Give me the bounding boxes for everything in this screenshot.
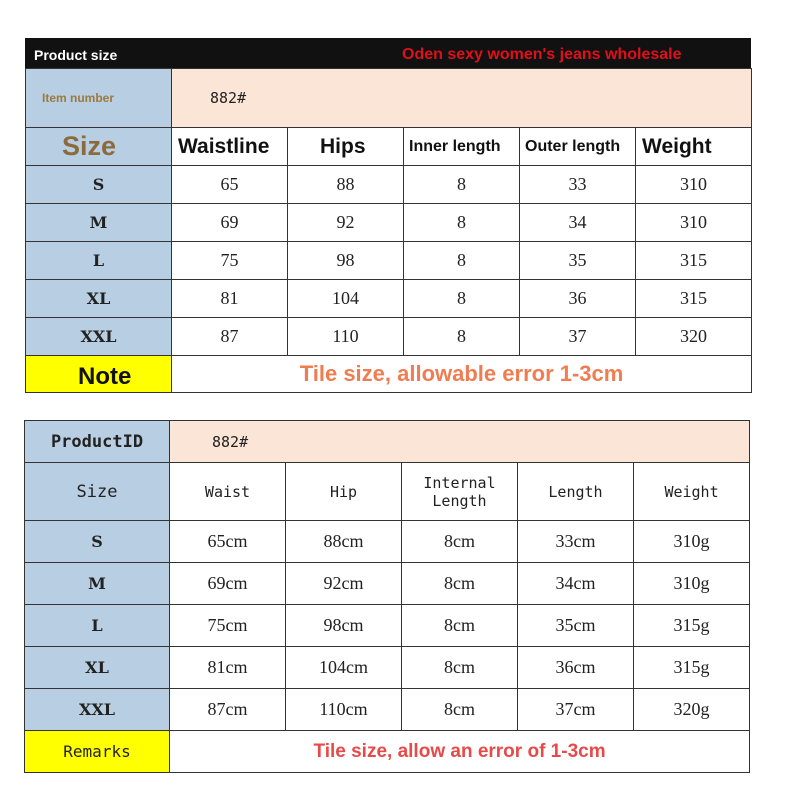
table2-value-cell: 75cm: [170, 605, 286, 647]
table2-col-weight: Weight: [634, 463, 750, 521]
table1-header-bar: [25, 38, 751, 68]
table2-size-cell: XXL: [25, 689, 170, 731]
table1-value-cell: 92: [288, 204, 404, 242]
table2-size-cell: M: [25, 563, 170, 605]
table1-value-cell: 75: [172, 242, 288, 280]
table1-value-cell: 310: [636, 166, 752, 204]
table1-value-cell: 69: [172, 204, 288, 242]
table2-value-cell: 92cm: [286, 563, 402, 605]
table1-col-waistline: Waistline: [172, 128, 288, 166]
table1-value-cell: 88: [288, 166, 404, 204]
table2-row: [25, 563, 750, 605]
table2-value-cell: 320g: [634, 689, 750, 731]
table2-remarks-row: [25, 731, 750, 773]
table2-value-cell: 81cm: [170, 647, 286, 689]
table1-value-cell: 8: [404, 242, 520, 280]
table1-row: [26, 166, 752, 204]
table2-remarks-text: Tile size, allow an error of 1-3cm: [170, 731, 750, 773]
table2-value-cell: 88cm: [286, 521, 402, 563]
table1-value-cell: 8: [404, 166, 520, 204]
table1-value-cell: 87: [172, 318, 288, 356]
table1-size-cell: L: [26, 242, 172, 280]
table2-value-cell: 98cm: [286, 605, 402, 647]
table1-row: [26, 280, 752, 318]
table1-col-weight: Weight: [636, 128, 752, 166]
table1-value-cell: 110: [288, 318, 404, 356]
table2-value-cell: 69cm: [170, 563, 286, 605]
table2-value-cell: 36cm: [518, 647, 634, 689]
table2-size-cell: L: [25, 605, 170, 647]
table1-value-cell: 37: [520, 318, 636, 356]
table1-value-cell: 65: [172, 166, 288, 204]
table2-value-cell: 315g: [634, 647, 750, 689]
table1-value-cell: 310: [636, 204, 752, 242]
table2-value-cell: 8cm: [402, 689, 518, 731]
table1-row: [26, 242, 752, 280]
table1-value-cell: 8: [404, 280, 520, 318]
table2-value-cell: 8cm: [402, 647, 518, 689]
table2-value-cell: 315g: [634, 605, 750, 647]
table2-value-cell: 310g: [634, 521, 750, 563]
table2-row: [25, 605, 750, 647]
table2-remarks-label: Remarks: [25, 731, 170, 773]
table2-id-row: [25, 421, 750, 463]
table1-header-brand: Oden sexy women's jeans wholesale: [402, 46, 682, 63]
table1-value-cell: 320: [636, 318, 752, 356]
table2-value-cell: 34cm: [518, 563, 634, 605]
table1-value-cell: 81: [172, 280, 288, 318]
table1-col-hips: Hips: [288, 128, 404, 166]
table2-size-cell: XL: [25, 647, 170, 689]
table1-body: [26, 166, 752, 356]
table1-row: [26, 318, 752, 356]
table2-value-cell: 8cm: [402, 521, 518, 563]
table1-size-cell: XL: [26, 280, 172, 318]
table1-size-header: Size: [26, 128, 172, 166]
table2-id-label: ProductID: [25, 421, 170, 463]
table2-value-cell: 87cm: [170, 689, 286, 731]
table2-value-cell: 33cm: [518, 521, 634, 563]
table1-size-cell: M: [26, 204, 172, 242]
table2-size-cell: S: [25, 521, 170, 563]
table1-grid: [25, 68, 752, 393]
size-table-1: [25, 38, 751, 393]
table2-body: [25, 521, 750, 731]
table2-col-internal-length: Internal Length: [402, 463, 518, 521]
table2-col-hip: Hip: [286, 463, 402, 521]
table2-value-cell: 8cm: [402, 605, 518, 647]
table2-col-waist: Waist: [170, 463, 286, 521]
table1-col-outer-length: Outer length: [520, 128, 636, 166]
table1-value-cell: 33: [520, 166, 636, 204]
table1-size-cell: S: [26, 166, 172, 204]
table1-size-cell: XXL: [26, 318, 172, 356]
table1-item-row: [26, 69, 752, 128]
table2-value-cell: 104cm: [286, 647, 402, 689]
table1-value-cell: 8: [404, 204, 520, 242]
table2-value-cell: 110cm: [286, 689, 402, 731]
table1-value-cell: 98: [288, 242, 404, 280]
table2-value-cell: 35cm: [518, 605, 634, 647]
table2-value-cell: 310g: [634, 563, 750, 605]
table1-note-row: [26, 356, 752, 393]
table1-value-cell: 8: [404, 318, 520, 356]
table1-value-cell: 36: [520, 280, 636, 318]
table1-value-cell: 35: [520, 242, 636, 280]
table2-value-cell: 65cm: [170, 521, 286, 563]
table1-value-cell: 104: [288, 280, 404, 318]
table1-col-inner-length: Inner length: [404, 128, 520, 166]
table2-value-cell: 8cm: [402, 563, 518, 605]
table2-row: [25, 521, 750, 563]
table2-grid: [24, 420, 750, 773]
table1-row: [26, 204, 752, 242]
table1-value-cell: 315: [636, 242, 752, 280]
table2-id-value: 882#: [170, 421, 750, 463]
table2-row: [25, 689, 750, 731]
size-table-2: [24, 420, 749, 773]
table1-header-title: Product size: [34, 47, 118, 63]
table2-row: [25, 647, 750, 689]
table1-item-value: 882#: [172, 69, 752, 128]
table1-value-cell: 34: [520, 204, 636, 242]
table2-size-header: Size: [25, 463, 170, 521]
table1-value-cell: 315: [636, 280, 752, 318]
table2-value-cell: 37cm: [518, 689, 634, 731]
table1-note-label: Note: [26, 356, 172, 393]
table2-header-row: [25, 463, 750, 521]
table1-item-label: Item number: [26, 69, 172, 128]
table1-note-text: Tile size, allowable error 1-3cm: [172, 356, 752, 393]
table2-col-length: Length: [518, 463, 634, 521]
table1-header-row: [26, 128, 752, 166]
